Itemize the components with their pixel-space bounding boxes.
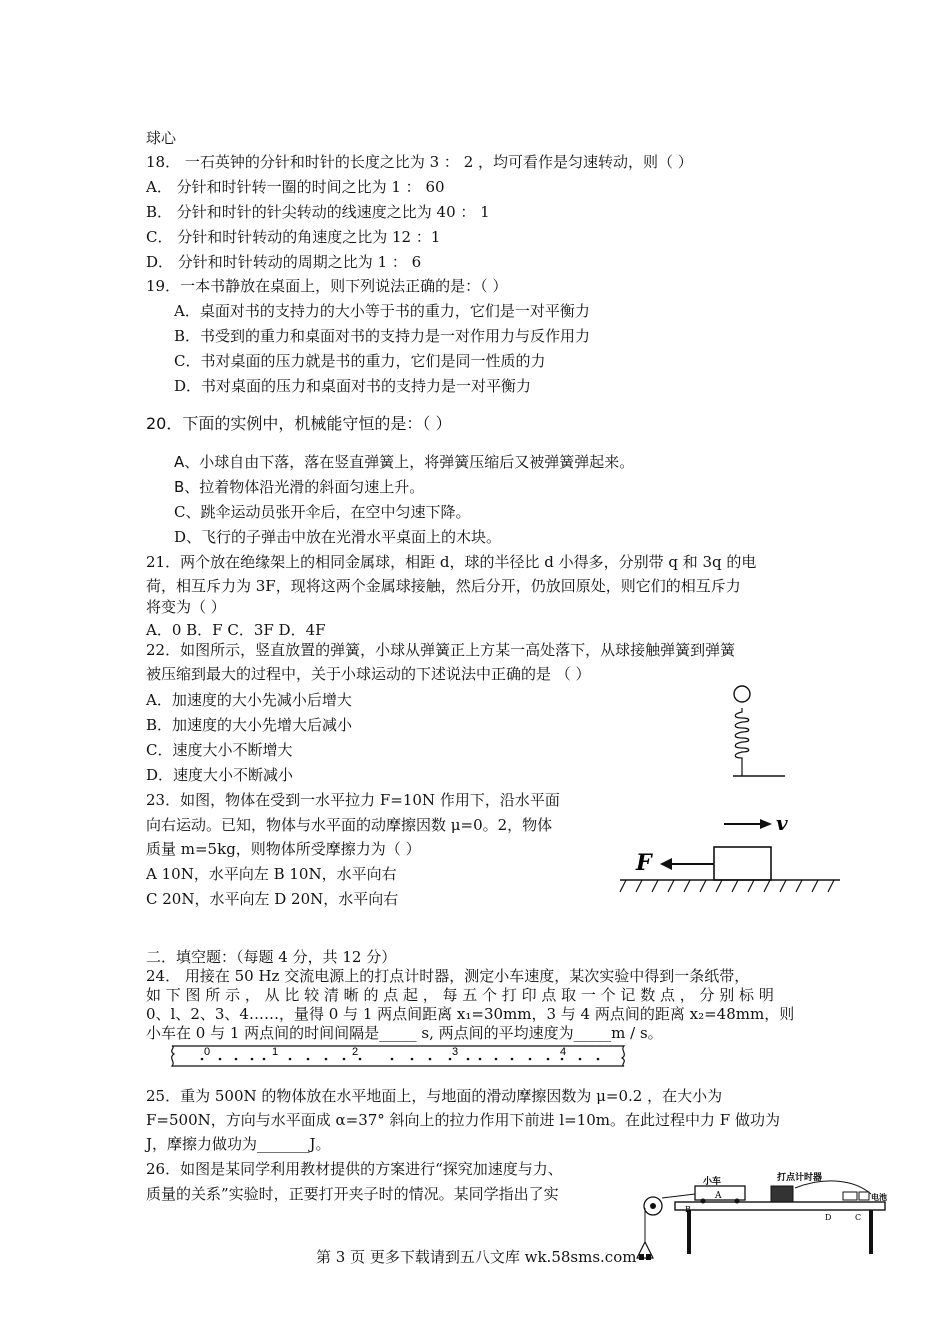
q20-option-b: B、拉着物体沿光滑的斜面匀速上升。 xyxy=(174,478,425,496)
section-fill-in-title: 二．填空题：（每题 4 分，共 12 分） xyxy=(146,948,397,966)
timer-label: 打点计时器 xyxy=(777,1173,823,1183)
q21-options: A．0 B．F C．3F D．4F xyxy=(146,621,326,639)
pulley-string xyxy=(662,1194,695,1198)
q22-option-d: D．速度大小不断减小 xyxy=(146,766,294,784)
q22-option-a: A．加速度的大小先减小后增大 xyxy=(146,691,352,709)
q25-line3: J，摩擦力做功为_______J。 xyxy=(146,1135,331,1153)
q18-option-b: B． 分针和时针的针尖转动的线速度之比为 40 ： 1 xyxy=(146,203,490,221)
page-footer: 第 3 页 更多下载请到五八文库 wk.58sms.com xyxy=(316,1248,637,1266)
q21-line3: 将变为（ ） xyxy=(146,598,226,616)
q19-option-c: C．书对桌面的压力就是书的重力，它们是同一性质的力 xyxy=(174,352,546,370)
q21-line2: 荷，相互斥力为 3F，现将这两个金属球接触，然后分开，仍放回原处，则它们的相互斥力 xyxy=(146,577,741,595)
q24-line1: 24． 用接在 50 Hz 交流电源上的打点计时器，测定小车速度，某次实验中得到一条纸带， xyxy=(146,967,750,985)
q22-option-c: C．速度大小不断增大 xyxy=(146,741,293,759)
block-force-figure xyxy=(620,810,840,900)
q20-option-a: A、小球自由下落，落在竖直弹簧上，将弹簧压缩后又被弹簧弹起来。 xyxy=(174,453,635,471)
q18-option-c: C． 分针和时针转动的角速度之比为 12 ：1 xyxy=(146,228,441,246)
q18-option-a: A． 分针和时针转一圈的时间之比为 1 ： 60 xyxy=(146,178,445,196)
label-b: B xyxy=(685,1205,691,1214)
battery-label: 电池 xyxy=(871,1193,887,1202)
q23-line3: 质量 m=5kg，则物体所受摩擦力为（ ） xyxy=(146,840,421,858)
q23-options-cd: C 20N，水平向左 D 20N，水平向右 xyxy=(146,890,399,908)
q24-line2: 如 下 图 所 示 ， 从 比 较 清 晰 的 点 起 ， 每 五 个 打 印 点 取 一 个 记 数 点 ， 分 别 标 明 xyxy=(146,986,774,1004)
q19-option-b: B．书受到的重力和桌面对书的支持力是一对作用力与反作用力 xyxy=(174,327,591,345)
surface-hatch xyxy=(620,880,834,892)
paper-tape-figure xyxy=(168,1044,628,1068)
q22-line1: 22．如图所示，竖直放置的弹簧，小球从弹簧正上方某一高处落下，从球接触弹簧到弹簧 xyxy=(146,641,736,659)
tape-tick-1: 1 xyxy=(272,1046,279,1058)
weight-right xyxy=(646,1254,651,1260)
q18-option-d: D． 分针和时针转动的周期之比为 1 ： 6 xyxy=(146,253,422,271)
q24-line4: 小车在 0 与 1 两点间的时间间隔是_____ s, 两点间的平均速度为_____m / s。 xyxy=(146,1024,663,1042)
weight-left xyxy=(639,1254,644,1260)
q23-options-ab: A 10N，水平向左 B 10N，水平向右 xyxy=(146,865,397,883)
q19-option-a: A．桌面对书的支持力的大小等于书的重力，它们是一对平衡力 xyxy=(174,302,590,320)
q26-line2: 质量的关系”实验时，正要打开夹子时的情况。某同学指出了实 xyxy=(146,1185,559,1203)
ball-icon xyxy=(734,686,750,702)
q22-line2: 被压缩到最大的过程中，关于小球运动的下述说法中正确的是 （ ） xyxy=(146,665,591,683)
velocity-arrow-head xyxy=(760,819,772,829)
cart-wheel-right xyxy=(735,1199,740,1204)
label-a: A xyxy=(715,1191,722,1201)
q25-line1: 25．重为 500N 的物体放在水平地面上，与地面的滑动摩擦因数为 μ=0.2 ，在大小为 xyxy=(146,1087,723,1105)
q19-option-d: D．书对桌面的压力和桌面对书的支持力是一对平衡力 xyxy=(174,377,532,395)
q24-line3: 0、l、2、3、4……，量得 0 与 1 两点间距离 x₁=30mm，3 与 4 两点间的距离 x₂=48mm，则 xyxy=(146,1005,795,1023)
tape-outline xyxy=(172,1046,625,1066)
q20-stem: 20．下面的实例中，机械能守恒的是：（ ） xyxy=(146,414,452,433)
q20-option-c: C、跳伞运动员张开伞后，在空中匀速下降。 xyxy=(174,503,471,521)
q23-line2: 向右运动。已知，物体与水平面的动摩擦因数 μ=0。2，物体 xyxy=(146,816,553,834)
q26-line1: 26．如图是某同学利用教材提供的方案进行“探究加速度与力、 xyxy=(146,1160,563,1178)
cart-label: 小车 xyxy=(703,1177,722,1187)
q21-line1: 21．两个放在绝缘架上的相同金属球，相距 d，球的半径比 d 小得多，分别带 q 和 3q 的电 xyxy=(146,553,757,571)
battery-box-2 xyxy=(859,1192,869,1200)
q25-line2: F=500N，方向与水平面成 α=37° 斜向上的拉力作用下前进 l=10m。在此过程中力 F 做功为 xyxy=(146,1111,780,1129)
force-label: F xyxy=(636,850,652,876)
spring-ball-figure xyxy=(725,680,795,780)
q23-line1: 23．如图，物体在受到一水平拉力 F=10N 作用下，沿水平面 xyxy=(146,791,560,809)
line-qiuxin: 球心 xyxy=(146,129,177,147)
table-top xyxy=(675,1202,885,1210)
label-d: D xyxy=(825,1213,832,1222)
tape-tick-0: 0 xyxy=(204,1046,211,1058)
battery-box xyxy=(843,1192,857,1200)
block-rect xyxy=(714,847,771,880)
q19-stem: 19．一本书静放在桌面上，则下列说法正确的是：（ ） xyxy=(146,277,508,295)
cart-apparatus-figure xyxy=(635,1170,895,1270)
q20-option-d: D、飞行的子弹击中放在光滑水平桌面上的木块。 xyxy=(174,528,502,546)
cart-wheel-left xyxy=(701,1199,706,1204)
label-c: C xyxy=(855,1213,862,1222)
tape-tick-3: 3 xyxy=(452,1046,459,1058)
force-arrow-head xyxy=(660,858,672,870)
timer-box xyxy=(771,1186,793,1202)
tape-tick-4: 4 xyxy=(560,1046,567,1058)
tape-tick-2: 2 xyxy=(352,1046,359,1058)
q22-option-b: B．加速度的大小先增大后减小 xyxy=(146,716,353,734)
spring-coil-icon xyxy=(735,708,749,776)
velocity-label: v xyxy=(776,811,788,835)
q18-stem: 18． 一石英钟的分针和时针的长度之比为 3 ： 2 ，均可看作是匀速转动，则（ ） xyxy=(146,153,693,171)
